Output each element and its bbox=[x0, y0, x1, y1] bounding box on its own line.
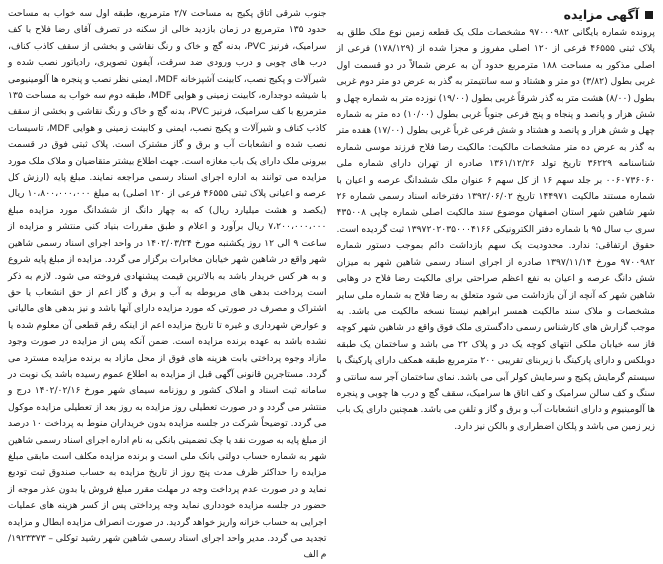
notice-left-column bbox=[8, 6, 327, 561]
notice-title: آگهی مزایده bbox=[563, 7, 639, 22]
notice-right-column bbox=[337, 6, 656, 526]
notice-body-left: جنوب شرقی اتاق پکیج به مساحت ۲/۷ مترمربع، طبقه اول سه خواب به مساحت حدود ۱۳۵ مترمربع در زمان بازدید خالی از سکنه در تصرف آقای رضا فلاح با کف سرامیک، فرنیز PVC، بدنه گچ و خاک و رنگ نقاشی و بخشی از سقف کاذب کناف، درب های چوبی و درب ورودی ضد سرقت، آیفون تصویری، رادیاتور نصب شده و شیرآلات و پکیج نصب، کابینت آشپزخانه MDF، ایمنی نظر نصب و پنجره ها آلومینیومی با شیشه دوجداره، کابینت زمینی و هوایی MDF، طبقه دوم سه خواب به مساحت ۱۳۵ مترمربع با کف سرامیک، فرنیز PVC، بدنه گچ و خاک و رنگ نقاشی و بخشی از سقف کاذب کناف و شیرآلات و پکیج نصب، ایمنی و کابینت زمینی و هوایی MDF، تاسیسات نصب شده و انشعابات آب و برق و گاز مشترک است. پلاک ثبتی فوق در قسمت بیرونی ملک دارای یک باب مغازه است. جهت اطلاع بیشتر متقاضیان و ملاک ملک مورد مزایده می توانند به اداره اجرای اسناد رسمی مراجعه نمایند. مبلغ پایه (ارزش کل عرصه و اعیانی پلاک ثبتی ۴۶۵۵۵ فرعی از ۱۲۰ اصلی) به مبلغ ۱۰،۸۰۰،۰۰۰،۰۰۰ ریال (یکصد و هشت میلیارد ریال) که به چهار دانگ از ششدانگ مورد مزایده مبلغ ۷،۲۰۰،۰۰۰،۰۰۰ ریال برآورد و اعلام و طبق مقررات بنیاد کنی منتشر و مزایده از ساعت ۹ الی ۱۲ روز یکشنبه مورخ ۱۴۰۲/۰۳/۲۴ در واحد اجرای اسناد رسمی شاهین شهر واقع در شاهین شهر خیابان مخابرات برگزار می گردد. مزایده از مبلغ پایه شروع و به هر کس خریدار باشد به بالاترین قیمت پیشنهادی فروخته می شود. لازم به ذکر است پرداخت بدهی های مربوطه به آب و برق و گاز اعم از حق انشعاب یا حق اشتراک و مصرف در صورتی که مورد مزایده دارای آنها باشد و نیز بدهی های مالیاتی و عوارض شهرداری و غیره تا تاریخ مزایده اعم از اینکه رقم قطعی آن معلوم شده یا نشده باشد به عهده برنده مزایده است. ضمن آنکه پس از مزایده در صورت وجود مازاد وجوه پرداختی بابت هزینه های فوق از محل مازاد به برنده مزایده مسترد می گردد. مستاجرین قانونی آگهی قبل از مزایده به اطلاع عموم رسیده باشد یک نوبت در سامانه ثبت اسناد و املاک کشور و روزنامه سیمای شهر مورخ ۱۴۰۲/۰۲/۱۶ درج و منتشر می گردد و در صورت تعطیلی روز مزایده به روز بعد از تعطیلی مزایده موکول می گردد. توضیحاً شرکت در جلسه مزایده بدون خریداران منوط به پرداخت ۱۰ درصد از مبلغ پایه به صورت نقد یا چک تضمینی بانکی به نام اداره اجرای اسناد رسمی شاهین شهر به شماره حساب دولتی بانک ملی است و برنده مزایده مکلف است مابقی مبلغ مزایده را حداکثر ظرف مدت پنج روز از تاریخ مزایده به حساب صندوق ثبت تودیع نماید و در صورت عدم پرداخت وجه در مهلت مقرر مبلغ فروش یا بدون عذر موجه از حضور در جلسه مزایده خودداری نماید وجه پرداختی پس از کسر هزینه های عملیات اجرایی به حساب خزانه واریز خواهد گردید. در صورت انصراف مزایده ابطال و مزایده تجدید می گردد. مدیر واحد اجرای اسناد رسمی شاهین شهر رشید توکلی – ۱۹۲۳۳۷۳/م الف bbox=[8, 8, 327, 561]
notice-body-right: پرونده شماره بایگانی ۹۷۰۰۰۹۸۲ مشخصات ملک یک قطعه زمین نوع ملک طلق به پلاک ثبتی ۴۶۵۵۵ فرعی از ۱۲۰ اصلی مفروز و مجزا شده از (۱۷۸/۱۲۹) فرعی از اصلی مذکور به مساحت ۱۸۸ مترمربع حدود آن به عرض شمالاً در دو قسمت اول غربی بطول (۳/۸۲) دو متر و هشتاد و سه سانتیمتر به گذر به عرض دو متر دوم غربی بطول (۸/۰۰) هشت متر به گذر شرقاً غربی بطول (۱۹/۰۰) نوزده متر به شماره چهل و شش هزار و پانصد و پنجاه و پنج فرعی جنوباً غربی بطول (۱۰/۰۰) ده متر به شماره چهل و شش هزار و پانصد و هشتاد و شش فرعی غرباً غربی بطول (۱۷/۰۰) هفده متر به گذر به عرض ده متر مشخصات مالکیت: مالکیت رضا فلاح فرزند موسی شماره شناسنامه ۳۶۲۲۹ تاریخ تولد ۱۳۶۱/۱۲/۲۶ صادره از تهران دارای شماره ملی ۰۰۶۰۷۳۶۰۶۰ بر جلد سهم ۱۶ از کل سهم ۶ عنوان ملک ششدانگ عرصه و اعیان با شماره مستند مالکیت ۱۴۴۹۷۱ تاریخ ۱۳۹۲/۰۶/۰۲ دفترخانه اسناد رسمی شماره ۲۶ شهر شاهین شهر استان اصفهان موضوع سند مالکیت اصلی شماره چاپی ۴۳۵۰۰۸ سری ب سال ۹۵ با شماره دفتر الکترونیکی ۱۳۹۷۲۰۲۰۳۵۰۰۰۴۱۶۶ ثبت گردیده است. حقوق ارتفاقی: ندارد. محدودیت یک سهم بازداشت دائم بموجب دستور شماره ۹۷۰۰۹۸۲ مورخ ۱۳۹۷/۱۱/۱۴ صادره از اجرای اسناد رسمی شاهین شهر به میزان شش دانگ عرصه و اعیان به نفع اعظم صراحتی برای مالکیت رضا فلاح در وهابی شاهین شهر که آنچه از آن بازداشت می شود متعلق به رضا فلاح به شماره ملی سایر مشخصات و ملاک سند مالکیت همسر ابراهیم نیستا نسخه مالکیت می باشد. به موجب گزارش های کارشناس رسمی دادگستری ملک فوق واقع در شاهین شهر کوچه فاز سه خیابان ملکی انتهای کوچه یک در و پلاک ۲۲ می باشد و ساختمان یک طبقه دوبلکس و دارای پارکینگ با زیربنای تقریبی ۲۰۰ مترمربع طبقه همکف دارای پارکینگ با سیستم گرمایش پکیج و سرمایش کولر آبی می باشد. نمای ساختمان آجر سه سانتی و سنگ و کف سالن سرامیک و کف اتاق ها سرامیک، سقف گچ و درب ها چوبی و پنجره ها آلومینیوم و دارای انشعابات آب و برق و گاز و تلفن می باشد. همچنین دارای یک باب زیر زمین می باشد و پلکان اضطراری و بالکن نیز دارد. bbox=[336, 27, 656, 432]
notice-title-row bbox=[337, 6, 656, 24]
square-bullet-icon bbox=[643, 9, 655, 21]
